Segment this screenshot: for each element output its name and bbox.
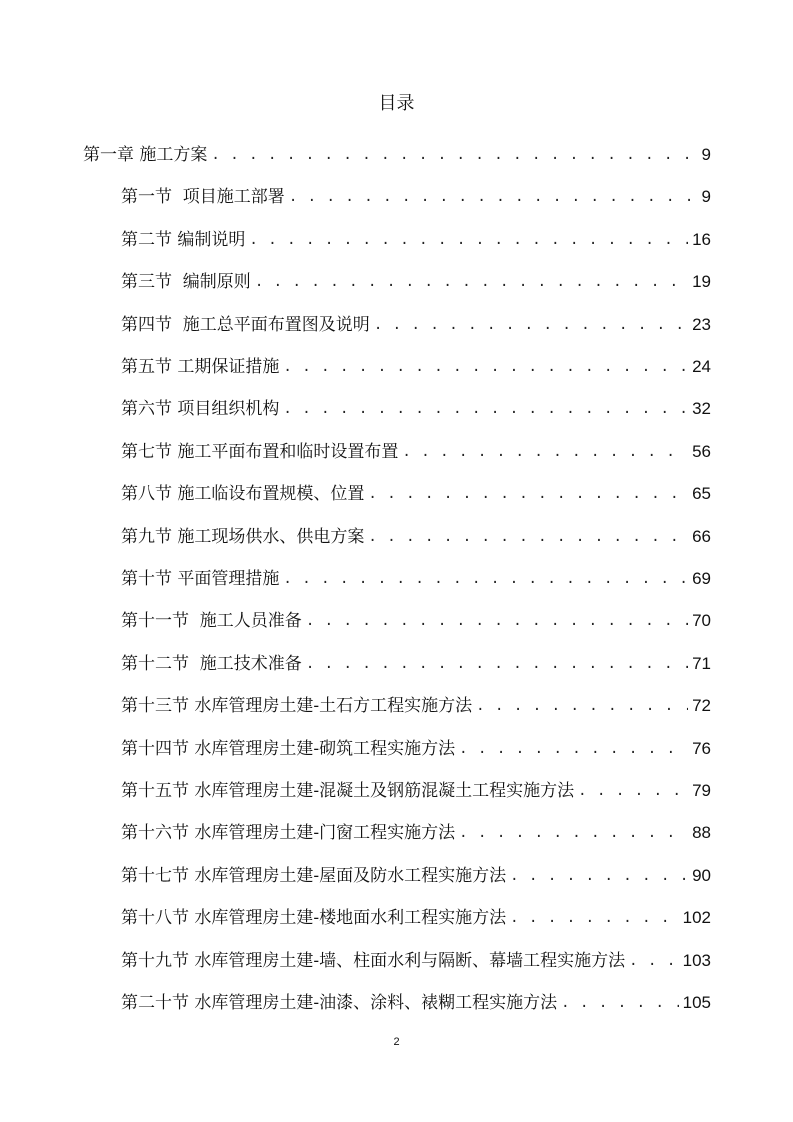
toc-entry-label: 第十四节 水库管理房土建-砌筑工程实施方法 [121,738,456,759]
dot-leader [283,568,688,590]
dot-leader [510,907,678,929]
dot-leader [459,822,688,844]
toc-entry[interactable] [121,984,711,1014]
toc-entry-page: 72 [692,696,711,716]
toc-entry-label: 第十五节 水库管理房土建-混凝土及钢筋混凝土工程实施方法 [121,781,575,801]
toc-entry[interactable] [121,899,711,929]
dot-leader [368,483,688,505]
toc-entry-page: 9 [701,145,711,164]
toc-entry-label: 第八节 施工临设布置规模、位置 [121,484,365,505]
dot-leader [476,695,688,717]
toc-entry-page: 23 [692,314,711,334]
page-number: 2 [393,1036,400,1048]
toc-entry-page: 19 [692,272,711,292]
toc-entry[interactable] [121,560,711,590]
toc-entry-label: 第五节 工期保证措施 [121,357,280,377]
toc-entry-label: 第十一节 施工人员准备 [121,611,302,632]
dot-leader [306,653,688,675]
dot-leader [283,356,688,378]
toc-entry-page: 70 [692,611,711,631]
toc-entry[interactable] [121,602,711,632]
toc-title: 目录 [378,93,415,114]
toc-entry-label: 第三节 编制原则 [121,272,251,293]
dot-leader [255,271,688,293]
dot-leader [374,314,688,336]
toc-entry-page: 102 [682,908,711,928]
toc-entry-label: 第一章 施工方案 [83,145,208,165]
toc-entry[interactable] [121,348,711,378]
toc-entry[interactable] [121,306,711,336]
toc-entry-page: 71 [692,653,711,673]
toc-entry-page: 16 [692,229,711,249]
toc-entry[interactable] [121,730,711,760]
dot-leader [306,610,688,632]
dot-leader [578,780,688,802]
toc-entry-page: 9 [701,187,711,207]
toc-entry-page: 66 [692,526,711,546]
toc-entry-page: 24 [692,357,711,376]
toc-entry-label: 第十八节 水库管理房土建-楼地面水利工程实施方法 [121,908,507,929]
dot-leader [510,865,688,887]
toc-entry-page: 103 [682,950,711,970]
toc-entry[interactable] [121,857,711,887]
toc-entry-label: 第二节 编制说明 [121,229,246,250]
toc-entry[interactable] [121,221,711,251]
toc-entry-label: 第十七节 水库管理房土建-屋面及防水工程实施方法 [121,865,507,886]
toc-entry-page: 90 [692,865,711,885]
toc-entry-label: 第四节 施工总平面布置图及说明 [121,314,370,335]
toc-entry-label: 第一节 项目施工部署 [121,187,285,208]
toc-entry[interactable] [121,390,711,420]
toc-entry[interactable] [121,645,711,675]
dot-leader [459,738,688,760]
toc-entry[interactable] [121,263,711,293]
toc-entry[interactable] [83,136,711,166]
toc-entry-page: 32 [692,399,711,419]
toc-entry-label: 第十三节 水库管理房土建-土石方工程实施方法 [121,696,473,717]
toc-entry[interactable] [121,942,711,972]
dot-leader [402,441,688,463]
dot-leader [561,992,678,1014]
dot-leader [249,229,688,251]
toc-entry-page: 56 [692,441,711,461]
toc-entry-label: 第十节 平面管理措施 [121,569,280,589]
dot-leader [368,526,688,548]
toc-entry-label: 第十九节 水库管理房土建-墙、柱面水利与隔断、幕墙工程实施方法 [121,950,626,971]
dot-leader [289,186,698,208]
toc-entry-page: 105 [682,993,711,1012]
toc-entry-page: 76 [692,738,711,758]
toc-entry-label: 第六节 项目组织机构 [121,399,280,420]
toc-entry-page: 65 [692,484,711,504]
dot-leader [283,398,688,420]
toc-entry[interactable] [121,772,711,802]
toc-entry-label: 第七节 施工平面布置和临时设置布置 [121,441,399,462]
toc-entry-label: 第九节 施工现场供水、供电方案 [121,526,365,547]
toc-entry-label: 第十二节 施工技术准备 [121,653,302,674]
toc-entry[interactable] [121,687,711,717]
toc-entry[interactable] [121,814,711,844]
toc-entry[interactable] [121,433,711,463]
toc-entry-page: 79 [692,781,711,800]
dot-leader [629,950,678,972]
toc-entry-page: 88 [692,823,711,843]
toc-entry-label: 第十六节 水库管理房土建-门窗工程实施方法 [121,823,456,844]
toc-entry-label: 第二十节 水库管理房土建-油漆、涂料、裱糊工程实施方法 [121,993,558,1013]
toc-entry[interactable] [121,475,711,505]
toc-entry[interactable] [121,178,711,208]
dot-leader [211,144,697,166]
toc-entry-page: 69 [692,569,711,588]
toc-entry[interactable] [121,518,711,548]
